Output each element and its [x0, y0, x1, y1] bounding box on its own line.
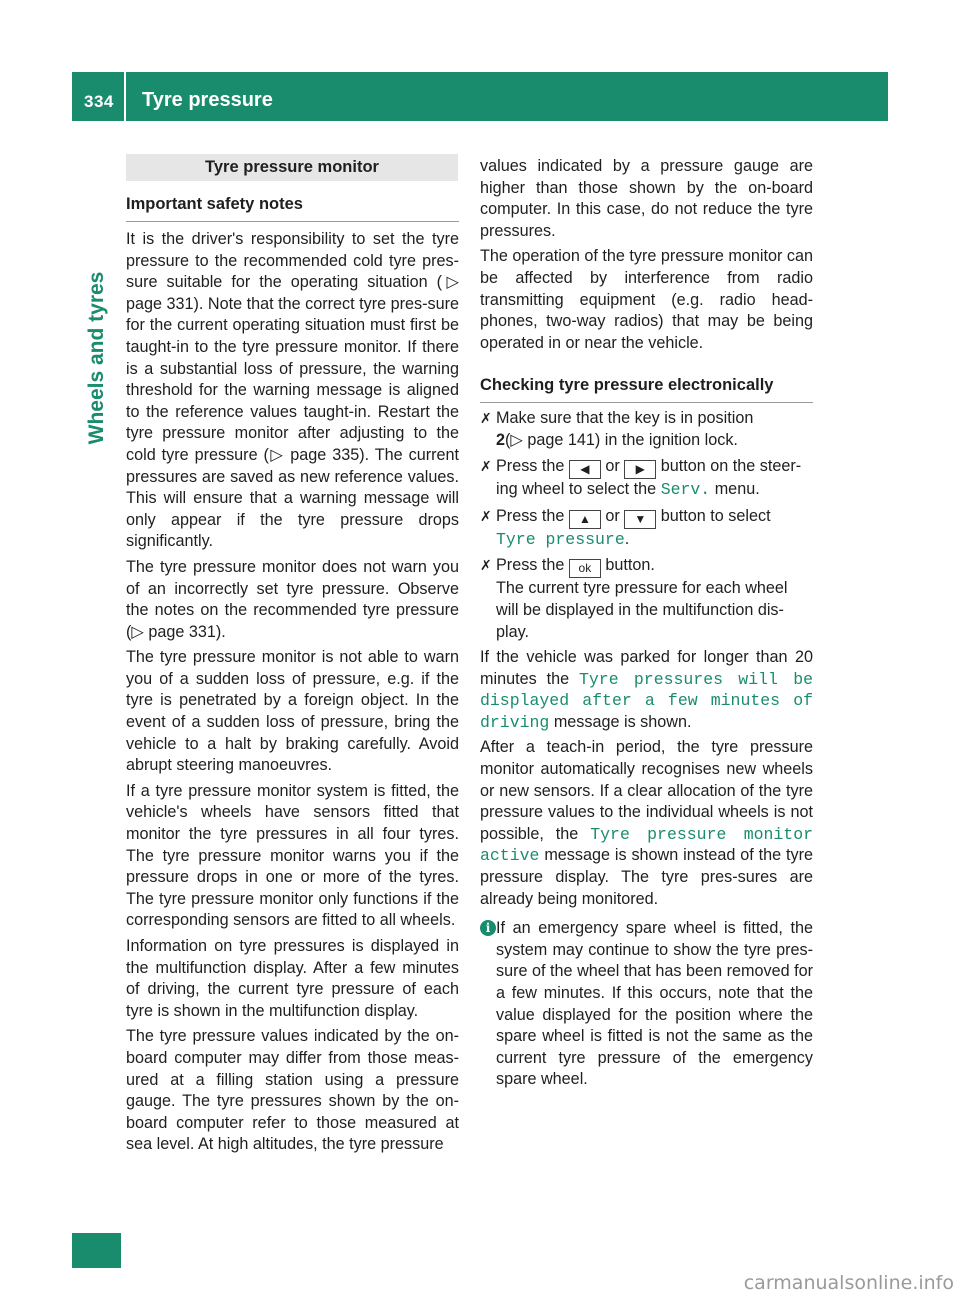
ok-key-icon: ok [569, 559, 601, 578]
watermark: carmanualsonline.info [743, 1272, 954, 1294]
left-arrow-key-icon: ◀ [569, 460, 601, 479]
paragraph: values indicated by a pressure gauge are higher than those shown by the on-board computer. In this case, do not reduce the tyre pressures. [480, 157, 813, 240]
step-result: The current tyre pressure for each wheel will be displayed in the multifunction dis-play. [496, 579, 788, 641]
step-1: ✗ Make sure that the key is in position 2(▷ page 141) in the ignition lock. [480, 409, 754, 449]
step-2: ✗ Press the ◀ or ▶ button on the steer-ing wheel to select the Serv. menu. [480, 457, 802, 500]
page-number: 334 [84, 92, 114, 111]
step-arrow-icon: ✗ [480, 458, 492, 475]
subheading-checking: Checking tyre pressure electronically [480, 376, 774, 394]
message-monitor-active: Tyre pressure monitor active [480, 824, 814, 866]
info-icon: i [480, 920, 496, 936]
step-arrow-icon: ✗ [480, 557, 492, 574]
paragraph: The tyre pressure monitor does not warn you of an incorrectly set tyre pressure. Observe the notes on the recommended tyre pressure (▷ page 331). [126, 557, 459, 641]
step-3: ✗ Press the ▲ or ▼ button to select Tyre pressure. [480, 506, 771, 549]
step-4: ✗ Press the ok button. The current tyre pressure for each wheel will be displayed in the multifunction dis-play. [480, 555, 813, 643]
side-tab-marker [72, 1233, 121, 1268]
paragraph: It is the driver's responsibility to set the tyre pressure to the recommended cold tyre pres-sure suitable for the operating situation (▷ page 331). Note that the correct tyre pres-sure for the current operating situation must first be taught-in to the tyre pressure monitor. If there is a substantial loss of pressure, the warning threshold for the warning message is aligned to the reference values taught-in. Restart the tyre pressure monitor after adjusting to the cold tyre pressure (▷ page 335). The current pressures are saved as new reference values. This will ensure that a warning message will only appear if the tyre pressure drops significantly. [126, 230, 459, 551]
paragraph: The tyre pressure monitor is not able to warn you of a sudden loss of pressure, e.g. if the tyre is penetrated by a foreign object. In the event of a sudden loss of pressure, bring the vehicle to a halt by braking carefully. Avoid abrupt steering manoeuvres. [126, 648, 459, 775]
section-heading: Tyre pressure monitor [126, 154, 458, 181]
subheading-safety: Important safety notes [126, 195, 303, 213]
paragraph: The tyre pressure values indicated by the on-board computer may differ from those meas-ured at a filling station using a pressure gauge. The tyre pressures shown by the on-board computer refer to those measured at sea level. At high altitudes, the tyre pressure [126, 1027, 459, 1154]
info-note [480, 918, 813, 1091]
key-position: 2 [496, 430, 506, 449]
down-arrow-key-icon: ▼ [624, 510, 656, 529]
paragraph: The operation of the tyre pressure monitor can be affected by interference from radio transmitting equipment (e.g. radio head-phones, two-way radios) that may be being operated in or near the vehicle. [480, 247, 813, 352]
subheading-rule [480, 402, 813, 403]
right-arrow-key-icon: ▶ [624, 460, 656, 479]
subheading-rule [126, 221, 459, 222]
paragraph-teach-in: After a teach-in period, the tyre pressure monitor automatically recognises new wheels or new sensors. If a clear allocation of the tyre pressure values to the individual wheels is not possible, the Tyre pressure monitor active message is shown instead of the tyre pressure display. The tyre pres-sures are already being monitored. [480, 738, 814, 908]
header-divider [124, 72, 126, 121]
menu-tyre-pressure: Tyre pressure [496, 529, 625, 549]
paragraph: Information on tyre pressures is displayed in the multifunction display. After a few minutes of driving, the current tyre pressure of each tyre is shown in the multifunction display. [126, 937, 459, 1020]
step-arrow-icon: ✗ [480, 410, 492, 426]
message-tyre-pressures-displayed: Tyre pressures will be displayed after a few minutes of driving [480, 669, 814, 732]
side-tab-label: Wheels and tyres [85, 271, 108, 445]
paragraph: If a tyre pressure monitor system is fitted, the vehicle's wheels have sensors fitted that monitor the tyre pressures in all four tyres. The tyre pressure monitor warns you if the pressure drops in one or more of the tyres. The tyre pressure monitor only functions if the corresponding sensors are fitted to all wheels. [126, 781, 459, 930]
page-title: Tyre pressure [142, 89, 273, 111]
step-arrow-icon: ✗ [480, 507, 492, 524]
info-text: If an emergency spare wheel is fitted, the system may continue to show the tyre pres-sure of the wheel that has been removed for a few minutes. If this occurs, note that the value displayed for the position where the spare wheel is fitted is not the same as the current tyre pressure of the emergency spare wheel. [496, 919, 813, 1089]
paragraph-parked: If the vehicle was parked for longer than 20 minutes the Tyre pressures will be displayed after a few minutes of driving message is shown. [480, 648, 814, 732]
up-arrow-key-icon: ▲ [569, 510, 601, 529]
menu-serv: Serv. [660, 480, 711, 500]
